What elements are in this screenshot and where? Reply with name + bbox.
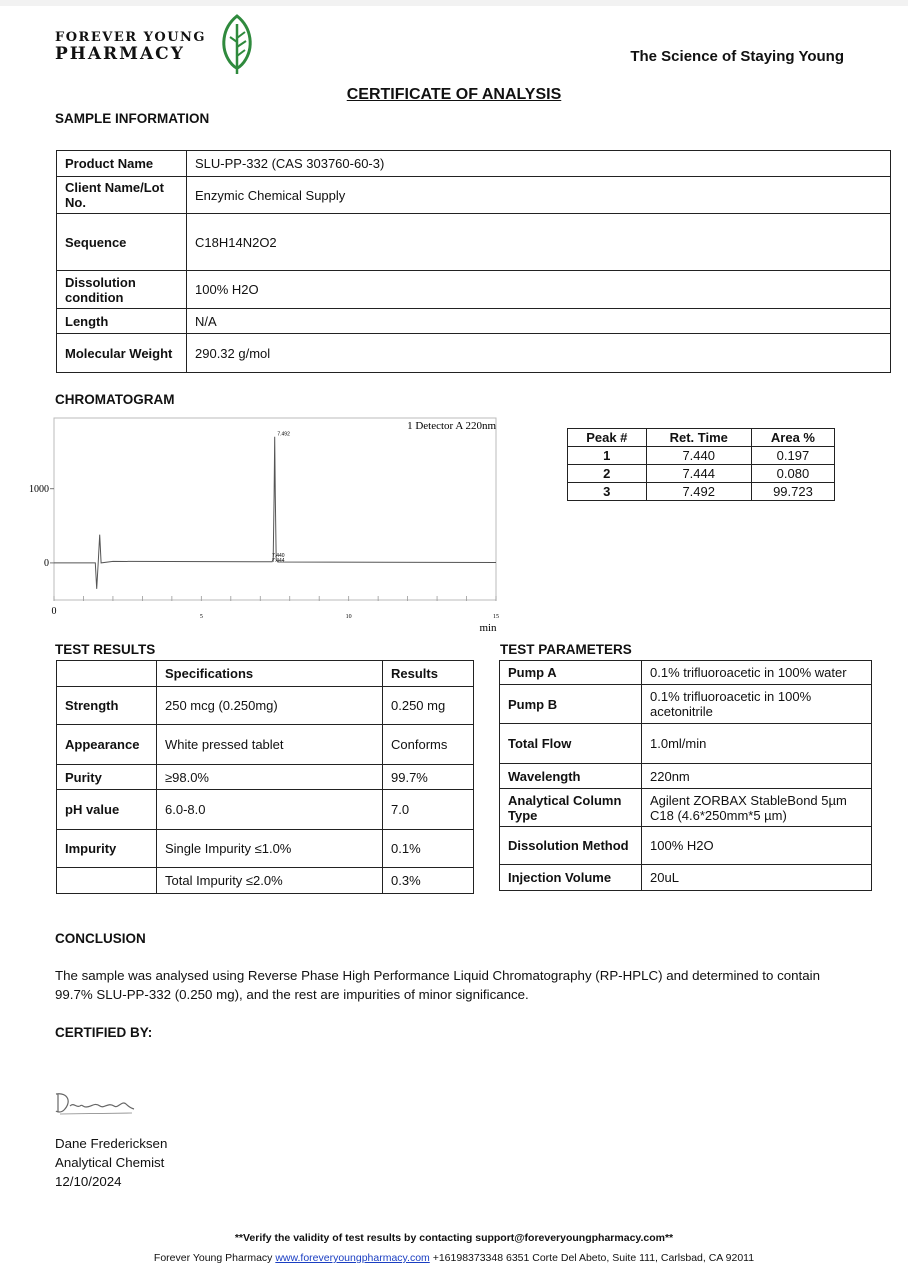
table-row [57,830,474,868]
test-parameters-title: TEST PARAMETERS [500,642,632,657]
test-results-table [56,660,474,894]
peak-header-row [568,429,835,447]
table-row [568,483,835,501]
verification-note: **Verify the validity of test results by contacting support@foreveryoungpharmacy.com** [234,1232,674,1244]
test-label: Strength [57,687,157,725]
chromatogram-title: CHROMATOGRAM [55,392,175,407]
chart-title: 1 Detector A 220nm [407,420,496,432]
param-value: 0.1% trifluoroacetic in 100% acetonitrile [642,685,872,724]
row-value: 290.32 g/mol [187,334,891,373]
test-parameters-table [499,660,872,891]
column-header: Peak # [568,429,647,447]
column-header [57,661,157,687]
test-spec: Total Impurity ≤2.0% [157,868,383,894]
signed-date: 12/10/2024 [55,1174,122,1189]
conclusion-text: The sample was analysed using Reverse Phase High Performance Liquid Chromatography (RP-HPLC) and determined to contain 99.7% SLU-PP-332 (0.250 mg), and the rest are impurities of minor significance. [55,968,820,1002]
row-label: Length [57,309,187,334]
logo-line-2: PHARMACY [55,44,185,64]
peak-label: 7.492 [277,431,290,438]
signature-image [52,1088,142,1120]
retention-time: 7.440 [646,447,751,465]
param-label: Pump B [500,685,642,724]
test-label: Purity [57,765,157,790]
column-header: Area % [751,429,834,447]
area-percent: 99.723 [751,483,834,501]
peak-label: 7.440 [272,552,285,559]
x-tick-label: 15 [493,614,499,620]
y-tick-label: 0 [44,557,49,569]
param-value: Agilent ZORBAX StableBond 5µm C18 (4.6*250mm*5 µm) [642,789,872,827]
param-label: Dissolution Method [500,827,642,865]
table-row [57,334,891,373]
x-tick-label: 5 [199,614,203,620]
row-label: Product Name [57,151,187,177]
sample-info-table [56,150,891,373]
certified-by-title: CERTIFIED BY: [55,1025,153,1040]
table-row [57,151,891,177]
test-spec: Single Impurity ≤1.0% [157,830,383,868]
column-header: Ret. Time [646,429,751,447]
test-spec: 250 mcg (0.250mg) [157,687,383,725]
row-value: C18H14N2O2 [187,214,891,271]
table-row [500,661,872,685]
table-row [57,868,474,894]
test-result: 7.0 [383,790,474,830]
website-link[interactable]: www.foreveryoungpharmacy.com [275,1252,430,1264]
area-percent: 0.080 [751,465,834,483]
test-result: 0.1% [383,830,474,868]
peak-table [567,428,835,501]
test-label: Appearance [57,725,157,765]
test-label: pH value [57,790,157,830]
test-label [57,868,157,894]
row-value: 100% H2O [187,271,891,309]
table-row [57,765,474,790]
footer-company: Forever Young Pharmacy [153,1252,273,1264]
table-row [57,309,891,334]
test-result: 0.250 mg [383,687,474,725]
leaf-icon [218,14,256,76]
peak-number: 3 [568,483,647,501]
table-row [568,447,835,465]
document-title-wrap [0,86,908,104]
table-row [57,790,474,830]
param-label: Pump A [500,661,642,685]
table-row [57,177,891,214]
signer-role: Analytical Chemist [55,1155,165,1170]
row-value: SLU-PP-332 (CAS 303760-60-3) [187,151,891,177]
table-row [568,465,835,483]
conclusion-title: CONCLUSION [55,931,146,946]
table-row [500,764,872,789]
table-row [500,865,872,891]
x-tick-label: 0 [51,606,57,617]
retention-time: 7.492 [646,483,751,501]
logo-line-1: FOREVER YOUNG [55,30,207,45]
row-value: Enzymic Chemical Supply [187,177,891,214]
signer-name: Dane Fredericksen [55,1136,168,1151]
param-value: 20uL [642,865,872,891]
table-row [57,271,891,309]
row-value: N/A [187,309,891,334]
peak-number: 2 [568,465,647,483]
test-spec: White pressed tablet [157,725,383,765]
row-label: Dissolution condition [57,271,187,309]
test-result: 0.3% [383,868,474,894]
param-value: 100% H2O [642,827,872,865]
param-value: 0.1% trifluoroacetic in 100% water [642,661,872,685]
x-axis-label: min [479,622,497,634]
test-result: 99.7% [383,765,474,790]
area-percent: 0.197 [751,447,834,465]
table-row [500,789,872,827]
column-header: Results [383,661,474,687]
document-title: CERTIFICATE OF ANALYSIS [346,86,562,103]
row-label: Client Name/Lot No. [57,177,187,214]
test-results-title: TEST RESULTS [55,642,156,657]
column-header: Specifications [157,661,383,687]
retention-time: 7.444 [646,465,751,483]
top-strip [0,0,908,6]
param-label: Total Flow [500,724,642,764]
test-spec: ≥98.0% [157,765,383,790]
row-label: Molecular Weight [57,334,187,373]
results-header-row [57,661,474,687]
peak-number: 1 [568,447,647,465]
footer-contact [0,1252,908,1264]
table-row [57,687,474,725]
chromatogram-trace [54,437,496,589]
test-result: Conforms [383,725,474,765]
x-tick-label: 10 [345,614,352,620]
table-row [500,685,872,724]
tagline: The Science of Staying Young [630,48,844,65]
param-label: Wavelength [500,764,642,789]
row-label: Sequence [57,214,187,271]
param-value: 1.0ml/min [642,724,872,764]
sample-info-title: SAMPLE INFORMATION [55,111,210,126]
table-row [500,724,872,764]
table-row [57,725,474,765]
peak-label: 7.444 [272,558,285,565]
test-spec: 6.0-8.0 [157,790,383,830]
param-label: Analytical Column Type [500,789,642,827]
chromatogram-chart [18,412,508,642]
param-label: Injection Volume [500,865,642,891]
table-row [57,214,891,271]
param-value: 220nm [642,764,872,789]
table-row [500,827,872,865]
y-tick-label: 1000 [29,483,49,495]
footer-address: +16198373348 6351 Corte Del Abeto, Suite 111, Carlsbad, CA 92011 [432,1252,755,1264]
test-label: Impurity [57,830,157,868]
